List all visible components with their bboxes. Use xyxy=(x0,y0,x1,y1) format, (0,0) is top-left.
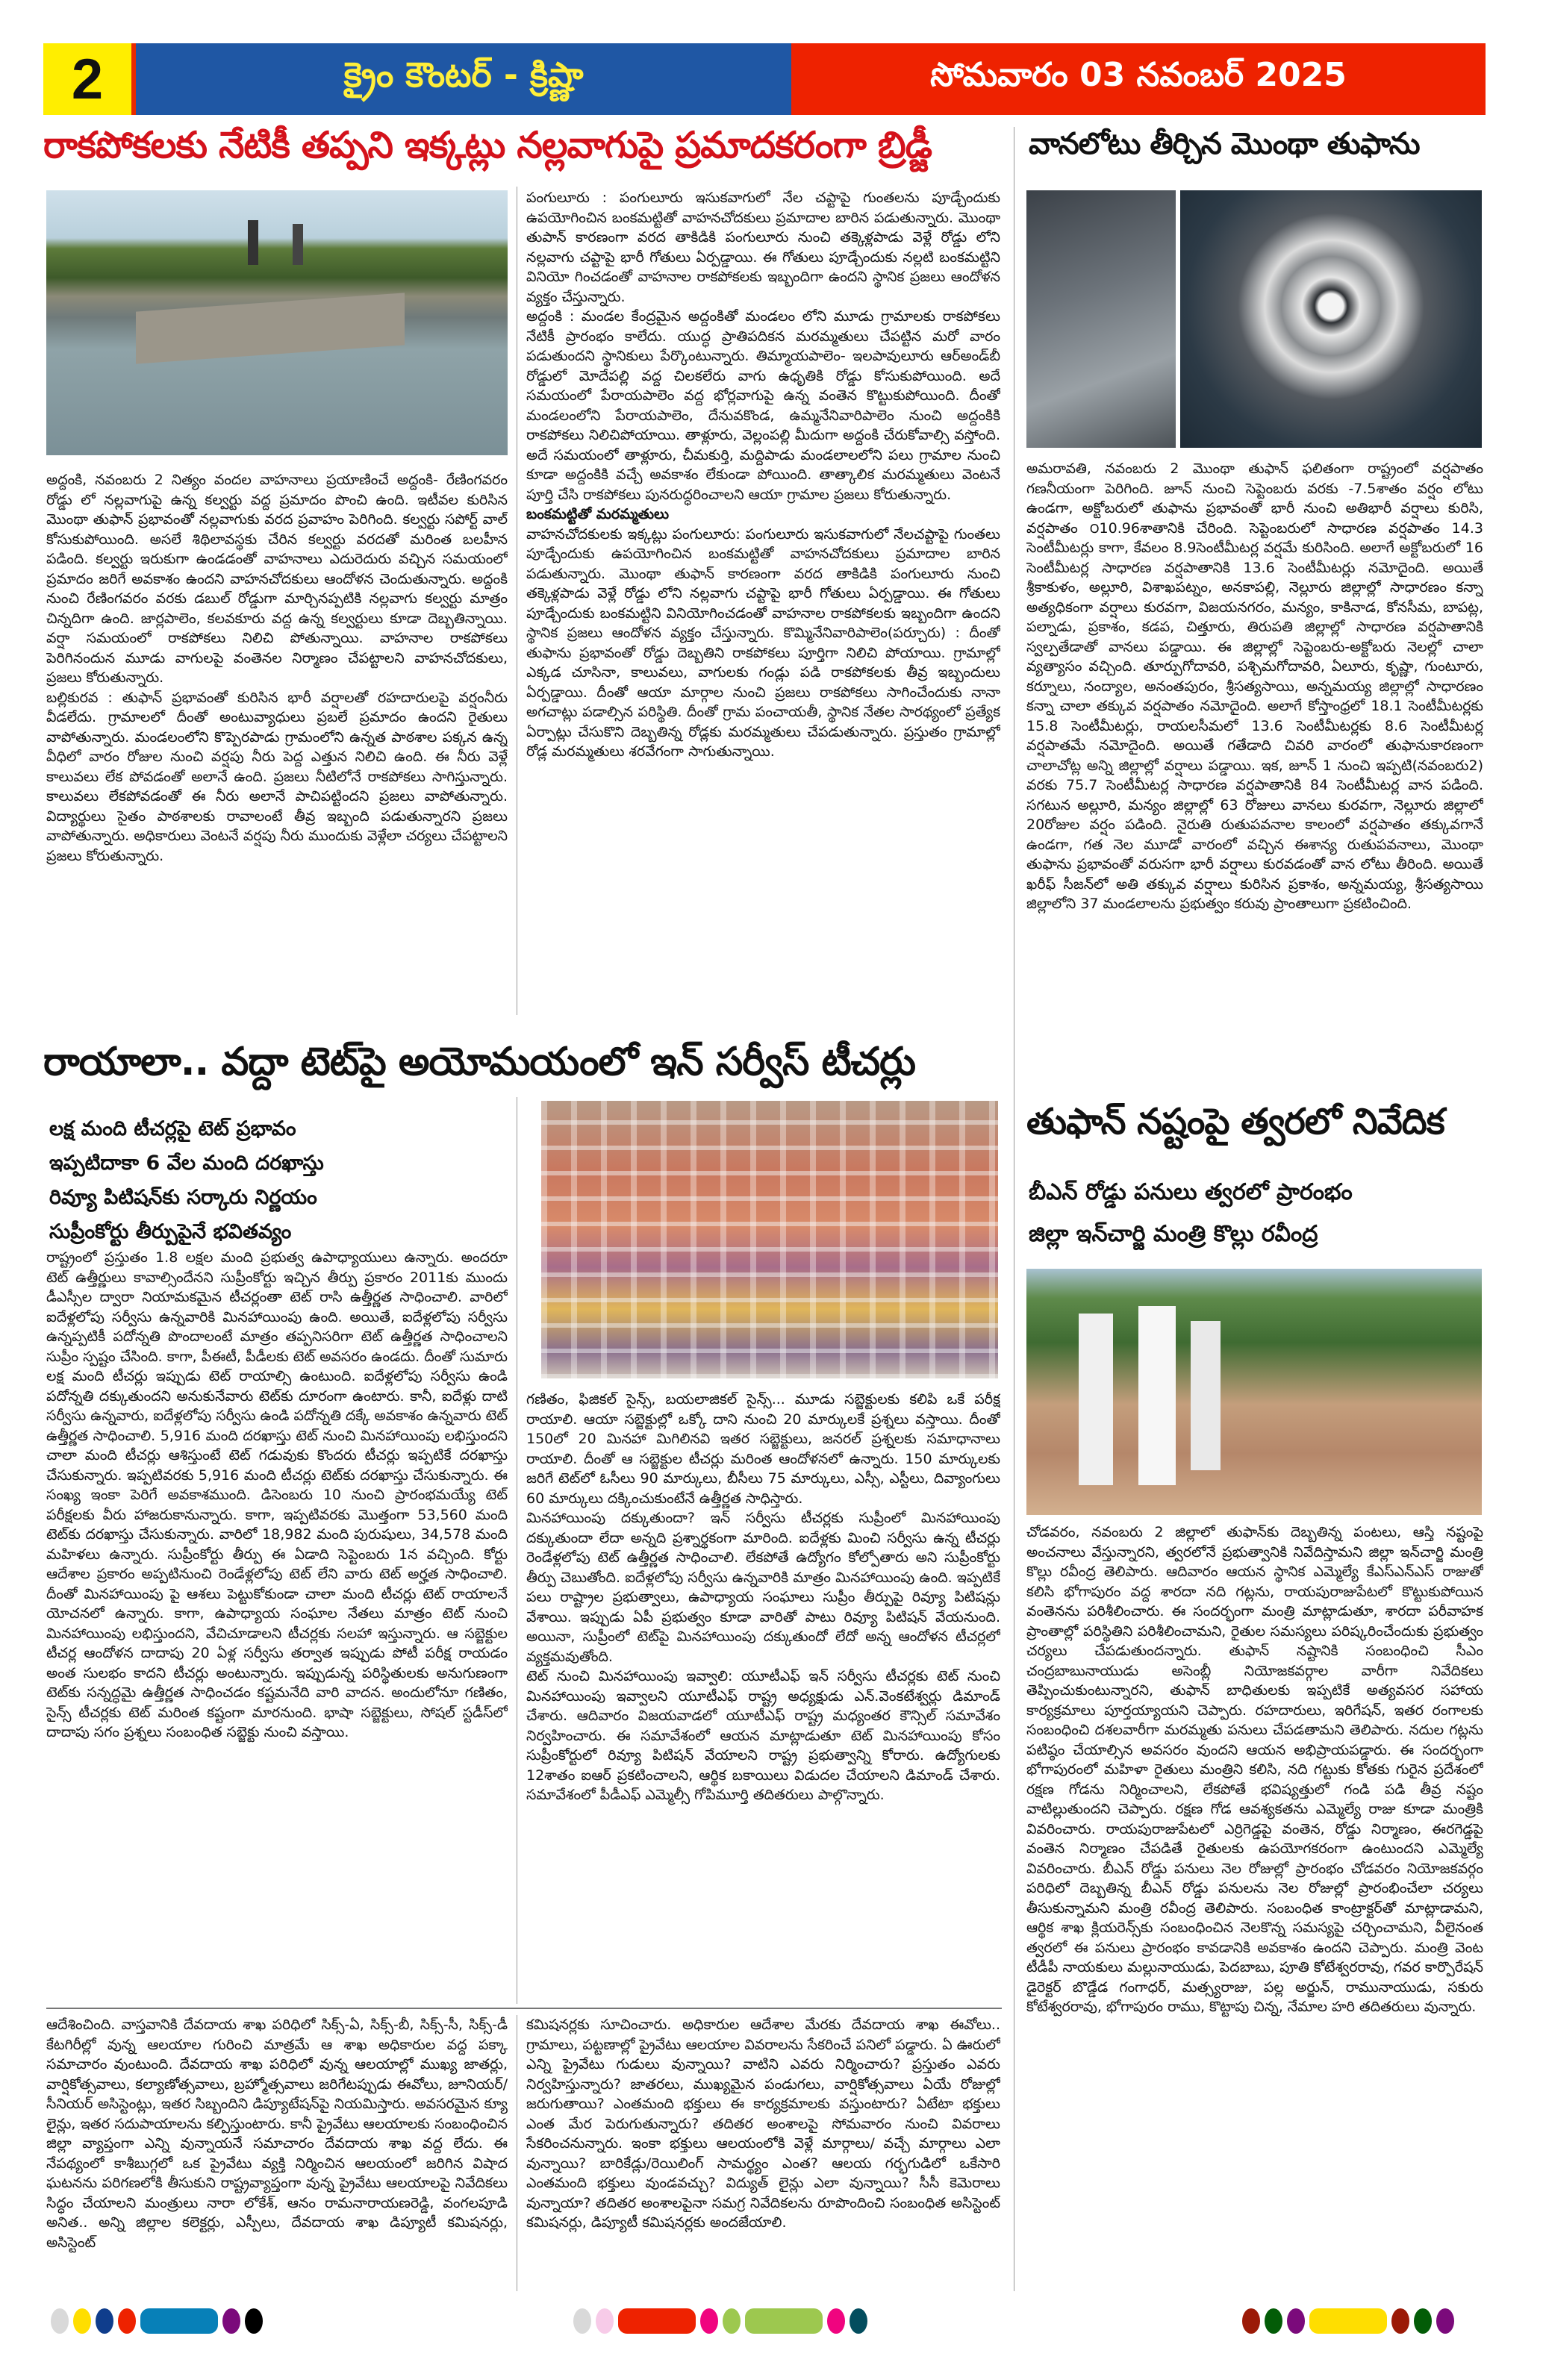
paragraph: చోడవరం, నవంబరు 2 జిల్లాలో తుఫాన్‌కు దెబ్బతిన్న పంటలు, ఆస్తి నష్టంపై అంచనాలు వేస్తున్నారని, త్వరలోనే ప్రభుత్వానికి నివేదిస్తామని జిల్లా ఇన్‌చార్జి మంత్రి కొల్లు రవీంద్ర తెలిపారు. ఆదివారం ఆయన స్థానిక ఎమ్మెల్యే కేఎస్ఎన్ఎస్ రాజుతో కలిసి భోగాపురం వద్ద శారదా నది గట్లను, రాయపురాజుపేటలో కొట్టుకుపోయిన వంతెనను పరిశీలించారు. ఈ సందర్భంగా మంత్రి మాట్లాడుతూ, శారదా పరీవాహక ప్రాంతాల్లో పరిస్థితిని పరిశీలించామని, రైతుల సమస్యలు పరిష్కరించేందుకు ప్రభుత్వం చర్యలు చేపడుతుందన్నారు. తుఫాన్ నష్టానికి సంబంధించి సీఎం చంద్రబాబునాయుడు అసెంబ్లీ నియోజకవర్గాల వారీగా నివేదికలు తెప్పించుకుంటున్నారని, తుఫాన్ బాధితులకు ఇప్పటికే అత్యవసర సహాయ కార్యక్రమాలు పూర్తయ్యాయని చెప్పారు. రహదారులు, ఇరిగేషన్, ఇతర రంగాలకు సంబంధించి దశలవారీగా మరమ్మతు పనులు చేపడతామని తెలిపారు. నదుల గట్లను పటిష్ఠం చేయాల్సిన అవసరం వుందని ఆయన అభిప్రాయపడ్డారు. ఈ సందర్భంగా భోగాపురంలో మహిళా రైతులు మంత్రిని కలిసి, నది గట్టుకు కోతకు గురైన ప్రదేశంలో రక్షణ గోడను నిర్మించాలని, లేకపోతే భవిష్యత్తులో గండి పడి తీవ్ర నష్టం వాటిల్లుతుందని చెప్పారు. రక్షణ గోడ ఆవశ్యకతను ఎమ్మెల్యే రాజు కూడా మంత్రికి వివరించారు. రాయపురాజుపేటలో ఎర్రిగెడ్డపై వంతెన, రోడ్డు నిర్మాణం, ఈరగెడ్డపై వంతెన నిర్మాణం చేపడితే రైతులకు ఉపయోగకరంగా ఉంటుందని ఎమ్మెల్యే వివరించారు. బీఎన్ రోడ్డు పనులు నెల రోజుల్లో ప్రారంభం చోడవరం నియోజకవర్గం పరిధిలో దెబ్బతిన్న బీఎన్ రోడ్డు పనులను నెల రోజుల్లో ప్రారంభించేలా చర్యలు తీసుకున్నామని మంత్రి రవీంద్ర తెలిపారు. సంబంధిత కాంట్రాక్టర్‌తో మాట్లాడామని, ఆర్థిక శాఖ క్లియరెన్స్‌కు సంబంధించిన నెలకొన్న సమస్యపై చర్చించామని, వీలైనంత త్వరలో ఈ పనులు ప్రారంభం కావడానికి అవకాశం ఉందని చెప్పారు. మంత్రి వెంట టీడీపీ నాయకులు మల్లునాయుడు, పెదబాబు, పూతి కోటేశ్వరరావు, గవర కార్పొరేషన్ డైరెక్టర్ బొడ్డేడ గంగాధర్, మత్స్యరాజు, పల్ల అర్జున్, రామునాయుడు, సకురు కోటేశ్వరరావు, భోగాపురం రాము, కొట్టాపు చిన్న, నేమాల హరి తదితరులు వున్నారు. xyxy=(1026,1524,1483,2015)
color-swatch xyxy=(73,2308,91,2334)
color-swatch xyxy=(140,2308,218,2334)
paragraph: రాష్ట్రంలో ప్రస్తుతం 1.8 లక్షల మంది ప్రభుత్వ ఉపాధ్యాయులు ఉన్నారు. అందరూ టెట్ ఉత్తీర్ణులు కావాల్సిందేనని సుప్రీంకోర్టు ఇచ్చిన తీర్పు ప్రకారం 2011కు ముందు డీఎస్సీల ద్వారా నియామకమైన టీచర్లంతా టెట్ రాసి ఉత్తీర్ణత సాధించాలి. వారిలో ఐదేళ్లలోపు సర్వీసు ఉన్నవారికి మినహాయింపు ఉంది. అయితే, ఐదేళ్లలోపు సర్వీసు ఉన్నప్పటికీ పదోన్నతి పొందాలంటే మాత్రం తప్పనిసరిగా టెట్ ఉత్తీర్ణత సాధించాలని సుప్రీం స్పష్టం చేసింది. కాగా, పీఈటీ, పీడీలకు టెట్ అవసరం ఉండదు. దీంతో సుమారు లక్ష మంది టీచర్లు ఇప్పుడు టెట్ రాయాల్సి ఉంటుంది. ఐదేళ్లలోపు సర్వీసు ఉండి పదోన్నతి దక్కుతుందని అనుకునేవారు టెట్‌కు దూరంగా ఉంటారు. కానీ, ఐదేళ్లు దాటి సర్వీసు ఉన్నవారు, ఐదేళ్లలోపు సర్వీసు ఉండి పదోన్నతి దక్కే అవకాశం ఉన్నవారు టెట్ ఉత్తీర్ణత సాధించాలి. 5,916 మంది దరఖాస్తు టెట్ నుంచి మినహాయింపు లభిస్తుందని చాలా మంది టీచర్లు ఆశిస్తుంటే టెట్ గడువుకు కొందరు టీచర్లు ఇప్పటికే దరఖాస్తు చేసుకున్నారు. ఇప్పటివరకు 5,916 మంది టీచర్లు టెట్‌కు దరఖాస్తు చేసుకున్నారు. ఈ సంఖ్య ఇంకా పెరిగే అవకాశముంది. డిసెంబరు 10 నుంచి ప్రారంభమయ్యే టెట్ పరీక్షలకు వీరు హాజరుకానున్నారు. కాగా, ఇప్పటివరకు మొత్తంగా 53,560 మంది టెట్‌కు దరఖాస్తు చేసుకున్నారు. వారిలో 18,982 మంది పురుషులు, 34,578 మంది మహిళలు ఉన్నారు. సుప్రీంకోర్టు తీర్పు ఈ ఏడాది సెప్టెంబరు 1న వచ్చింది. కోర్టు ఆదేశాల ప్రకారం అప్పటినుంచి రెండేళ్లలోపు టెట్ లేని వారు టెట్ అర్హత సాధించాలి. దీంతో మినహాయింపు పై ఆశలు పెట్టుకోకుండా చాలా మంది టీచర్లు టెట్ రాయాలనే యోచనలో ఉన్నారు. కాగా, ఉపాధ్యాయ సంఘాల నేతలు మాత్రం టెట్ నుంచి మినహాయింపు లభిస్తుందని, వేచిచూడాలని టీచర్లకు సలహా ఇస్తున్నారు. ఆ సబ్జెక్టుల టీచర్ల ఆందోళన దాదాపు 20 ఏళ్ల సర్వీసు తర్వాత ఇప్పుడు పోటీ పరీక్ష రాయడం అంత సులభం కాదని టీచర్లు అంటున్నారు. ఇప్పుడున్న పరిస్థితులకు అనుగుణంగా టెట్‌కు సన్నద్ధమై ఉత్తీర్ణత సాధించడం కష్టమనేది వారి వాదన. అందులోనూ గణితం, సైన్స్ టీచర్లకు టెట్ మరింత కష్టంగా మారనుంది. భాషా సబ్జెక్టులు, సోషల్ స్టడీస్‌లో దాదాపు సగం ప్రశ్నలు సంబంధిత సబ్జెక్టు నుంచి వస్తాయి. xyxy=(46,1249,508,1740)
article-temples-col1 xyxy=(46,2015,508,2291)
color-swatch xyxy=(723,2308,741,2334)
color-swatch xyxy=(1414,2308,1432,2334)
paragraph: పంగులూరు : పంగులూరు ఇసుకవాగులో నేల చప్టాపై గుంతలను పూడ్చేందుకు ఉపయోగించిన బంకమట్టితో వాహనచోదకులు ప్రమాదాల బారిన పడుతున్నారు. మొంథా తుపాన్ కారణంగా వరద తాకిడికి పంగులూరు నుంచి తక్కెళ్లపాడు వెళ్లే రోడ్డు లోని నల్లవాగు చప్టాపై భారీ గోతులు ఏర్పడ్డాయి. ఈ గోతులు పూడ్చేందుకు నల్లటి బంకమట్టిని వినియో గించడంతో వాహనాల రాకపోకలకు ఇబ్బందిగా ఉందని స్థానిక ప్రజలు ఆందోళన వ్యక్తం చేస్తున్నారు. xyxy=(526,190,1000,305)
color-swatch xyxy=(700,2308,718,2334)
headline-cyclone-loss: తుఫాన్ నష్టంపై త్వరలో నివేదిక xyxy=(1026,1101,1444,1143)
color-registration-left xyxy=(51,2308,263,2334)
cyclone-subheads xyxy=(1029,1172,1484,1255)
paragraph: బల్లికురవ : తుఫాన్ ప్రభావంతో కురిసిన భారీ వర్షాలతో రహదారులపై వర్షంనీరు వీడలేదు. గ్రామాలలో దీంతో అంటువ్యాధులు ప్రబలే ప్రమాదం ఉందని రైతులు వాపోతున్నారు. మండలంలోని కొప్పెరపాడు గ్రామంలోని ఉన్నత పాఠశాల పక్కన ఉన్న వీధిలో వారం రోజుల నుంచి వర్షపు నీరు పెద్ద ఎత్తున నిలిచి ఉంది. ఈ నీరు వెళ్లే కాలువలు లేక పోవడంతో అలానే ఉంది. ప్రజలు నీటిలోనే రాకపోకలు సాగిస్తున్నారు. కాలువలు లేకపోవడంతో ఈ నీరు అలానే పాచిపట్టిందని ప్రజలు వాపోతున్నారు. విద్యార్థులు సైతం పాఠశాలకు రావాలంటే తీవ్ర ఇబ్బంది పడుతున్నారని ప్రజలు వాపోతున్నారు. అధికారులు వెంటనే వర్షపు నీరు ముందుకు వెళ్లేలా చర్యలు చేపట్టాలని ప్రజలు కోరుతున్నారు. xyxy=(46,689,508,864)
photo-minister-inspection xyxy=(1026,1269,1482,1515)
paragraph: వాహనచోదకులకు ఇక్కట్లు పంగులూరు: పంగులూరు ఇసుకవాగులో నేలచప్టాపై గుంతలు పూడ్చేందుకు ఉపయోగించిన బంకమట్టితో వాహనచోదకులు ప్రమాదాల బారిన పడుతున్నారు. మొంథా తుఫాన్ కారణంగా వరద తాకిడికి పంగులూరు నుంచి తక్కెళ్లపాడు వెళ్లే రోడ్డు లోని నల్లవాగు చప్టాపై భారీ గోతులు ఏర్పడ్డాయి. ఈ గోతులు పూడ్చేందుకు బంకమట్టిని వినియోగించడంతో వాహనాల రాకపోకలకు ఇబ్బందిగా ఉందని స్థానిక ప్రజలు ఆందోళన వ్యక్తం చేస్తున్నారు. కొమ్మినేనివారిపాలెం(పర్చూరు) : దీంతో తుఫాను ప్రభావంతో రోడ్డు దెబ్బతిని రాకపోకలు పూర్తిగా నిలిచి పోయాయి. గ్రామాల్లో ఎక్కడ చూసినా, కాలువలు, వాగులకు గండ్లు పడి రాకపోకలకు తీవ్ర ఇబ్బందులు ఏర్పడ్డాయి. దీంతో ఆయా మార్గాల నుంచి ప్రజలు రాకపోకలు సాగించేందుకు నానా అగచాట్లు పడాల్సిన పరిస్థితి. దీంతో గ్రామ పంచాయతీ, స్థానిక నేతల సారథ్యంలో ప్రత్యేక ఏర్పాట్లు చేసుకొని దెబ్బతిన్న రోడ్లకు మరమ్మతులు చేపడుతున్నారు. ప్రస్తుతం గ్రామాల్లో రోడ్ల మరమ్మతులు శరవేగంగా సాగుతున్నాయి. xyxy=(526,525,1000,760)
paragraph: ఆదేశించింది. వాస్తవానికి దేవదాయ శాఖ పరిధిలో సిక్స్-ఏ, సిక్స్-బీ, సిక్స్-సీ, సిక్స్-డీ కేటగిరీల్లో వున్న ఆలయాల గురించి మాత్రమే ఆ శాఖ అధికారుల వద్ద పక్కా సమాచారం వుంటుంది. దేవదాయ శాఖ పరిధిలో వున్న ఆలయాల్లో ముఖ్య జాతర్లు, వార్షికోత్సవాలు, కల్యాణోత్సవాలు, బ్రహ్మోత్సవాలు జరిగేటప్పుడు ఈవోలు, జూనియర్/ సీనియర్ అసిస్టెంట్లు, ఇతర సిబ్బందిని డిప్యూటేషన్‌పై నియమిస్తారు. అవసరమైన క్యూ లైన్లు, ఇతర సదుపాయాలను కల్పిస్తుంటారు. కానీ ప్రైవేటు ఆలయాలకు సంబంధించిన జిల్లా వ్యాప్తంగా ఎన్ని వున్నాయనే సమాచారం దేవదాయ శాఖ వద్ద లేదు. ఈ నేపథ్యంలో కాశీబుగ్గలో ఒక ప్రైవేటు వ్యక్తి నిర్మించిన ఆలయంలో జరిగిన విషాద ఘటనను పరిగణలోకి తీసుకుని రాష్ట్రవ్యాప్తంగా వున్న ప్రైవేటు ఆలయాలపై నివేదికలు సిద్ధం చేయాలని మంత్రులు నారా లోకేశ్, ఆనం రామనారాయణరెడ్డి, వంగలపూడి అనిత.. అన్ని జిల్లాల కలెక్టర్లు, ఎస్పీలు, దేవదాయ శాఖ డిప్యూటీ కమిషనర్లు, అసిస్టెంట్ xyxy=(46,2017,508,2251)
color-swatch xyxy=(596,2308,614,2334)
article-tet-col1 xyxy=(46,1248,508,2005)
article-tet-col2 xyxy=(526,1390,1000,2005)
color-swatch xyxy=(745,2308,823,2334)
photo-damaged-culvert xyxy=(46,190,508,455)
article-rain-body xyxy=(1026,459,1483,1078)
photo-cyclone xyxy=(1026,190,1482,448)
subhead: జిల్లా ఇన్‌చార్జి మంత్రి కొల్లు రవీంద్ర xyxy=(1029,1221,1318,1247)
section-divider xyxy=(46,2008,1002,2009)
person-figure xyxy=(1079,1314,1113,1485)
paragraph: టెట్ నుంచి మినహాయింపు ఇవ్వాలి: యూటీఎఫ్ ఇన్ సర్వీసు టీచర్లకు టెట్ నుంచి మినహాయింపు ఇవ్వాలని యూటీఎఫ్ రాష్ట్ర అధ్యక్షుడు ఎన్.వెంకటేశ్వర్లు డిమాండ్ చేశారు. ఆదివారం విజయవాడలో యూటీఎఫ్ రాష్ట్ర మధ్యంతర కౌన్సిల్ సమావేశం నిర్వహించారు. ఈ సమావేశంలో ఆయన మాట్లాడుతూ టెట్ మినహాయింపు కోసం సుప్రీంకోర్టులో రివ్యూ పిటిషన్ వేయాలని రాష్ట్ర ప్రభుత్వాన్ని కోరారు. ఉద్యోగులకు 12శాతం ఐఆర్ ప్రకటించాలని, ఆర్థిక బకాయిలు విడుదల చేయాలని డిమాండ్ చేశారు. సమావేశంలో పీడీఎఫ్ ఎమ్మెల్సీ గోపిమూర్తి తదితరులు పాల్గొన్నారు. xyxy=(526,1668,1000,1803)
subhead: బీఎన్ రోడ్డు పనులు త్వరలో ప్రారంభం xyxy=(1029,1179,1353,1205)
color-swatch xyxy=(51,2308,69,2334)
headline-bridge: రాకపోకలకు నేటికీ తప్పని ఇక్కట్లు నల్లవాగుపై ప్రమాదకరంగా బ్రిడ్జీ xyxy=(43,124,932,166)
color-registration-right xyxy=(1242,2308,1454,2334)
color-swatch xyxy=(1436,2308,1454,2334)
paragraph: అద్దంకి, నవంబరు 2 నిత్యం వందల వాహనాలు ప్రయాణించే అద్దంకి- రేణింగవరం రోడ్డు లో నల్లవాగుపై ఉన్న కల్వర్టు వద్ద ప్రమాదం పొంచి ఉంది. ఇటీవల కురిసిన మొంథా తుఫాన్ ప్రభావంతో నల్లవాగుకు వరద ప్రవాహం పెరిగింది. కల్వర్టు సపోర్ట్ వాల్ కోసుకుపోయింది. అసలే శిథిలావస్థకు చేరిన కల్వర్టు వరదతో మరింత బలహీన పడింది. కల్వర్టు ఇరుకుగా ఉండడంతో వాహనాలు ఎదురెదురు వచ్చిన సమయంలో ప్రమాదం జరిగే అవకాశం ఉందని వాహనచోదకులు ఆందోళన చెందుతున్నారు. అద్దంకి నుంచి రేణింగవరం వరకు డబుల్ రోడ్డుగా మార్చినప్పటికి నల్లవాగు కల్వర్టు మాత్రం చిన్నదిగా ఉంది. జార్లపాలెం, కలవకూరు వద్ద ఉన్న కల్వర్టులు కూడా దెబ్బతిన్నాయి. వర్షా సమయంలో రాకపోకలు నిలిచి పోతున్నాయి. వాహనాల రాకపోకలు పెరిగినందున మూడు వాగులపై వంతెనల నిర్మాణం చేపట్టాలని వాహనచోదకులు, ప్రజలు కోరుతున్నారు. xyxy=(46,472,508,686)
headline-rain: వానలోటు తీర్చిన మొంథా తుఫాను xyxy=(1029,127,1420,161)
person-figure xyxy=(1138,1306,1176,1485)
tet-subheads xyxy=(49,1112,467,1249)
color-swatch xyxy=(96,2308,113,2334)
culvert-shape xyxy=(136,293,405,363)
color-swatch xyxy=(1242,2308,1260,2334)
subhead: రివ్యూ పిటిషన్‌కు సర్కారు నిర్ణయం xyxy=(49,1186,317,1209)
subheading: బంకమట్టితో మరమ్మతులు xyxy=(526,506,670,522)
color-swatch xyxy=(850,2308,867,2334)
subhead: ఇప్పటిదాకా 6 వేల మంది దరఖాస్తు xyxy=(49,1152,324,1175)
color-swatch xyxy=(1265,2308,1282,2334)
paragraph: గణితం, ఫిజికల్ సైన్స్, బయలాజికల్ సైన్స్... మూడు సబ్జెక్టులకు కలిపి ఒకే పరీక్ష రాయాలి. ఆయా సబ్జెక్టుల్లో ఒక్కో దాని నుంచి 20 మార్కులకే ప్రశ్నలు వస్తాయి. దీంతో 150లో 20 మినహా మిగిలినవి ఇతర సబ్జెక్టులు, జనరల్ ప్రశ్నలకు సమాధానాలు రాయాలి. దీంతో ఆ సబ్జెక్టుల టీచర్లు మరింత ఆందోళనలో ఉన్నారు. 150 మార్కులకు జరిగే టెట్‌లో ఓసీలు 90 మార్కులు, బీసీలు 75 మార్కులు, ఎస్సీ, ఎస్టీలు, దివ్యాంగులు 60 మార్కులు దక్కించుకుంటేనే ఉత్తీర్ణత సాధిస్తారు. xyxy=(526,1391,1000,1507)
color-swatch xyxy=(573,2308,591,2334)
satellite-swirl-image xyxy=(1180,190,1482,448)
person-figure xyxy=(248,220,258,265)
page-number: 2 xyxy=(43,43,136,115)
photo-exam-hall xyxy=(541,1101,998,1378)
subhead: లక్ష మంది టీచర్లపై టెట్ ప్రభావం xyxy=(49,1117,296,1140)
color-registration-middle xyxy=(573,2308,867,2334)
subhead: సుప్రీంకోర్టు తీర్పుపైనే భవితవ్యం xyxy=(49,1220,292,1243)
article-bridge-col1 xyxy=(46,470,508,1015)
person-figure xyxy=(293,224,303,265)
section-title: క్రైం కౌంటర్ - క్రిష్ణా xyxy=(136,43,791,115)
article-temples-col2 xyxy=(526,2015,1000,2291)
headline-tet: రాయాలా.. వద్దా టెట్‌పై అయోమయంలో ఇన్ సర్వీస్ టీచర్లు xyxy=(43,1040,915,1084)
paragraph: కమిషనర్లకు సూచించారు. అధికారుల ఆదేశాల మేరకు దేవదాయ శాఖ ఈవోలు.. గ్రామాలు, పట్టణాల్లో ప్రైవేటు ఆలయాల వివరాలను సేకరించే పనిలో పడ్డారు. ఏ ఊరులో ఎన్ని ప్రైవేటు గుడులు వున్నాయి? వాటిని ఎవరు నిర్మించారు? ప్రస్తుతం ఎవరు నిర్వహిస్తున్నారు? జాతరలు, ముఖ్యమైన పండుగలు, వార్షికోత్సవాలు ఏయే రోజుల్లో జరుగుతాయి? ఎంతమంది భక్తులు ఈ కార్యక్రమాలకు వస్తుంటారు? ఏటేటా భక్తులు ఎంత మేర పెరుగుతున్నారు? తదితర అంశాలపై సోమవారం నుంచి వివరాలు సేకరించనున్నారు. ఇంకా భక్తులు ఆలయంలోకి వెళ్లే మార్గాలు/ వచ్చే మార్గాలు ఎలా వున్నాయి? బారికేడ్లు/రెయిలింగ్ సామర్థ్యం ఎంత? ఆలయ గర్భగుడిలో ఒకేసారి ఎంతమంది భక్తులు వుండవచ్చు? విద్యుత్ లైన్లు ఎలా వున్నాయి? సీసీ కెమెరాలు వున్నాయా? తదితర అంశాలపైనా సమగ్ర నివేదికలను రూపొందించి సంబంధిత అసిస్టెంట్ కమిషనర్లు, డిప్యూటీ కమిషనర్లకు అందజేయాలి. xyxy=(526,2017,1000,2231)
paragraph: మినహాయింపు దక్కుతుందా? ఇన్ సర్వీసు టీచర్లకు సుప్రీంలో మినహాయింపు దక్కుతుందా లేదా అన్నది ప్రశ్నార్థకంగా మారింది. ఐదేళ్లకు మించి సర్వీసు ఉన్న టీచర్లు రెండేళ్లలోపు టెట్ ఉత్తీర్ణత సాధించాలి. లేకపోతే ఉద్యోగం కోల్పోతారు అని సుప్రీంకోర్టు తీర్పు చెబుతోంది. ఐదేళ్లలోపు సర్వీసు ఉన్నవారికి మాత్రం మినహాయింపు ఉంది. ఇప్పటికే పలు రాష్ట్రాల ప్రభుత్వాలు, ఉపాధ్యాయ సంఘాలు సుప్రీం తీర్పుపై రివ్యూ పిటిషన్లు వేశాయి. ఇప్పుడు ఏపీ ప్రభుత్వం కూడా వారితో పాటు రివ్యూ పిటిషన్ వేయనుంది. అయినా, సుప్రీంలో టెట్‌పై మినహాయింపు దక్కుతుందో లేదో అన్న ఆందోళన టీచర్లలో వ్యక్తమవుతోంది. xyxy=(526,1510,1000,1665)
storm-sky-image xyxy=(1026,190,1176,448)
color-swatch xyxy=(1391,2308,1409,2334)
article-bridge-col2 xyxy=(526,188,1000,1015)
paragraph: అమరావతి, నవంబరు 2 మొంథా తుఫాన్ ఫలితంగా రాష్ట్రంలో వర్షపాతం గణనీయంగా పెరిగింది. జూన్ నుంచి సెప్టెంబరు వరకు -7.5శాతం వర్షం లోటు ఉండగా, అక్టోబరులో తుఫాను ప్రభావంతో భారీ నుంచి అతిభారీ వర్షాలు కురిసి, వర్షపాతం ౦10.96శాతానికి చేరింది. సెప్టెంబరులో సాధారణ వర్షపాతం 14.3 సెంటీమీటర్లు కాగా, కేవలం 8.9సెంటీమీటర్ల వర్షమే కురిసింది. అలాగే అక్టోబరులో 16 సెంటీమీటర్ల సాధారణ వర్షపాతానికి 13.6 సెంటీమీటర్లు నమోదైంది. అయితే శ్రీకాకుళం, అల్లూరి, విశాఖపట్నం, అనకాపల్లి, నెల్లూరు జిల్లాల్లో సాధారణం కన్నా అత్యధికంగా వర్షాలు కురవగా, విజయనగరం, మన్యం, కాకినాడ, కోనసీమ, బాపట్ల, పల్నాడు, ప్రకాశం, కడప, చిత్తూరు, తిరుపతి జిల్లాల్లో సాధారణ వర్షపాతానికి స్వల్పతేడాతో వానలు పడ్డాయి. ఈ జిల్లాల్లో సెప్టెంబరు-అక్టోబరు నెలల్లో చాలా వ్యత్యాసం వచ్చింది. తూర్పుగోదావరి, పశ్చిమగోదావరి, ఏలూరు, కృష్ణా, గుంటూరు, కర్నూలు, నంద్యాల, అనంతపురం, శ్రీసత్యసాయి, అన్నమయ్య జిల్లాల్లో సాధారణం కన్నా చాలా తక్కువ వర్షపాతం నమోదైంది. అలాగే కోస్తాంధ్రలో 18.1 సెంటీమీటర్లకు 15.8 సెంటీమీటర్లు, రాయలసీమలో 13.6 సెంటీమీటర్లకు 8.6 సెంటీమీటర్ల వర్షపాతమే నమోదైంది. అయితే గతేడాది చివరి వారంలో తుఫానుకారణంగా చాలాచోట్ల అన్ని జిల్లాల్లో వర్షాలు పడ్డాయి. ఇక, జూన్ 1 నుంచి ఇప్పటి(నవంబరు2) వరకు 75.7 సెంటీమీటర్ల సాధారణ వర్షపాతానికి 84 సెంటీమీటర్ల వాన పడింది. సగటున అల్లూరి, మన్యం జిల్లాల్లో 63 రోజులు వానలు కురవగా, నెల్లూరు జిల్లాలో 20రోజుల వర్షం పడింది. నైరుతి రుతుపవనాల కాలంలో వర్షపాతం తక్కువగానే ఉండగా, గత నెల మూడో వారంలో వచ్చిన ఈశాన్య రుతుపవనాలు, మొంథా తుఫాను ప్రభావంతో వరుసగా భారీ వర్షాలు కురవడంతో వాన లోటు తీరింది. అయితే ఖరీఫ్ సీజన్‌లో అతి తక్కువ వర్షాలు కురిసిన ప్రకాశం, అన్నమయ్య, శ్రీసత్యసాయి జిల్లాలోని 37 మండలాలను ప్రభుత్వం కరువు ప్రాంతాలుగా ప్రకటించింది. xyxy=(1026,460,1483,912)
color-swatch xyxy=(618,2308,696,2334)
color-swatch xyxy=(118,2308,136,2334)
color-swatch xyxy=(245,2308,263,2334)
color-swatch xyxy=(1309,2308,1387,2334)
paragraph: అద్దంకి : మండల కేంద్రమైన అద్దంకితో మండలం లోని మూడు గ్రామాలకు రాకపోకలు నేటికీ ప్రారంభం కాలేదు. యుద్ధ ప్రాతిపదికన మరమ్మతులు చేపట్టిన మరో వారం పడుతుందని స్థానికులు పేర్కొంటున్నారు. తిమ్మాయపాలెం- ఇలపావులూరు ఆర్‌అండ్‌బీ రోడ్డులో మోదేపల్లి వద్ద చిలకలేరు వాగు ఉధృతికి రోడ్డు కోసుకుపోయింది. అదే సమయంలో పేరాయపాలెం వద్ద భోర్లవాగుపై ఉన్న వంతెన కొట్టుకుపోయింది. దీంతో మండలంలోని పేరాయపాలెం, దేనువకొండ, ఉమ్మనేనివారిపాలెం నుంచి అద్దంకికి రాకపోకలు నిలిచిపోయాయి. తాళ్లూరు, వెల్లంపల్లి మీదుగా అద్దంకి చేరుకోవాల్సి వస్తోంది. అదే సమయంలో తాళ్లూరు, చీమకుర్తి, మద్దిపాడు మండలాలలోని పలు గ్రామాల నుంచి కూడా అద్దంకికి వచ్చే అవకాశం లేకుండా పోయింది. తాత్కాలిక మరమ్మతులు వెంటనే పూర్తి చేసి రాకపోకలు పునరుద్ధరించాలని ఆయా గ్రామాల ప్రజలు కోరుతున్నారు. xyxy=(526,308,1000,503)
article-cyclone-loss-body xyxy=(1026,1522,1483,2291)
color-swatch xyxy=(222,2308,240,2334)
color-swatch xyxy=(827,2308,845,2334)
color-swatch xyxy=(1287,2308,1305,2334)
issue-date: సోమవారం 03 నవంబర్ 2025 xyxy=(791,43,1486,115)
person-figure xyxy=(1191,1321,1221,1470)
